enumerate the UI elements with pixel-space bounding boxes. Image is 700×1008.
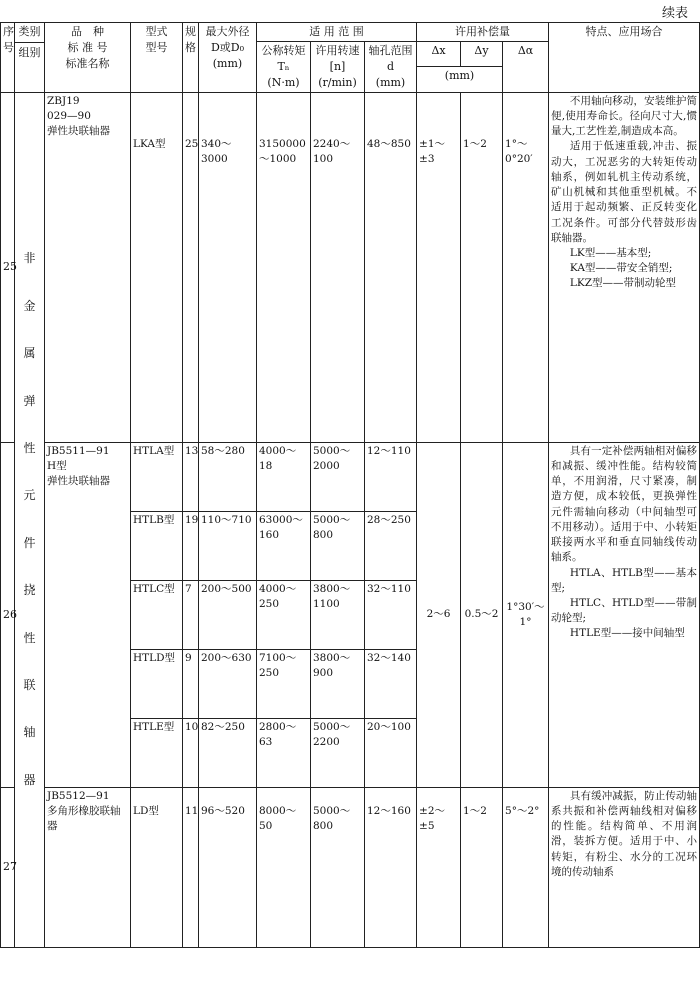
features-cell: 不用轴向移动，安装维护简便,使用寿命长。径向尺寸大,惯量大,工艺性差,制造成本高。 适用于低速重载,冲击、振动大，工况恶劣的大转矩传动轴系，例如轧机主传动系统，矿山机械和其他重型机械。不适用于起动频繁、正反转变化工况条件。可部分代替鼓形齿联轴器。 LK型——基本型; KA型——带安全销型; LKZ型——带制动轮型: [549, 92, 700, 442]
torque-cell: 8000～50: [257, 787, 311, 947]
header-range: 适 用 范 围: [257, 23, 417, 42]
header-spec: 规 格: [183, 23, 199, 93]
spec-cell: 10: [183, 718, 199, 787]
model-cell: HTLC型: [131, 580, 183, 649]
category-char: 金: [23, 298, 36, 313]
model-cell: HTLA型: [131, 442, 183, 511]
category-char: 非: [23, 251, 36, 266]
bore-cell: 32～140: [365, 649, 417, 718]
category-char: 性: [23, 440, 36, 455]
variety-cell: JB5512—91 多角形橡胶联轴器: [45, 787, 131, 947]
category-char: 性: [23, 630, 36, 645]
bore-cell: 32～110: [365, 580, 417, 649]
category-char: 弹: [23, 393, 36, 408]
header-bore: 轴孔范围 d (mm): [365, 41, 417, 92]
model-cell: HTLD型: [131, 649, 183, 718]
od-cell: 200～630: [199, 649, 257, 718]
header-torque: 公称转矩 Tₙ (N·m): [257, 41, 311, 92]
torque-cell: 4000～18: [257, 442, 311, 511]
od-cell: 200～500: [199, 580, 257, 649]
header-speed: 许用转速 [n] (r/min): [311, 41, 365, 92]
spec-cell: 7: [183, 580, 199, 649]
header-comp-unit: (mm): [417, 67, 503, 92]
category-label: [17, 250, 42, 789]
speed-cell: 5000～800: [311, 511, 365, 580]
spec-cell: 13: [183, 442, 199, 511]
torque-cell: 3150000～1000: [257, 92, 311, 442]
header-da: Δα: [503, 41, 549, 92]
spec-cell: 9: [183, 649, 199, 718]
torque-cell: 4000～250: [257, 580, 311, 649]
spec-cell: 11: [183, 787, 199, 947]
features-cell: 具有一定补偿两轴相对偏移和减振、缓冲性能。结构较简单，不用润滑，尺寸紧凑，制造方便，成本较低，更换弹性元件需轴向移动（中间轴型可不用移动）。适用于中、小转矩联接两水平和垂直同轴线传动轴系。 HTLA、HTLB型——基本型; HTLC、HTLD型——带制动轮型; HTLE型——接中间轴型: [549, 442, 700, 787]
torque-cell: 2800～63: [257, 718, 311, 787]
dy-cell: 1～2: [461, 787, 503, 947]
speed-cell: 2240～100: [311, 92, 365, 442]
category-char: 器: [23, 772, 36, 787]
table-row-25: [1, 92, 700, 442]
category-char: 联: [23, 677, 36, 692]
da-cell: 5°～2°: [503, 787, 549, 947]
speed-cell: 5000～800: [311, 787, 365, 947]
header-variety: 品 种 标 准 号 标准名称: [45, 23, 131, 93]
header-dx: Δx: [417, 41, 461, 66]
header-max-od: 最大外径 D或D₀ (mm): [199, 23, 257, 93]
seq-cell: 25: [1, 92, 15, 442]
torque-cell: 63000～160: [257, 511, 311, 580]
category-char: 属: [23, 346, 36, 361]
header-category: 类别 组别: [15, 23, 45, 93]
bore-cell: 12～110: [365, 442, 417, 511]
torque-cell: 7100～250: [257, 649, 311, 718]
speed-cell: 3800～900: [311, 649, 365, 718]
speed-cell: 5000～2200: [311, 718, 365, 787]
od-cell: 340～3000: [199, 92, 257, 442]
model-cell: HTLE型: [131, 718, 183, 787]
variety-cell: ZBJ19 029—90 弹性块联轴器: [45, 92, 131, 442]
spec-cell: 19: [183, 511, 199, 580]
model-cell: HTLB型: [131, 511, 183, 580]
table-row-26: [1, 442, 700, 511]
od-cell: 110～710: [199, 511, 257, 580]
continued-label: 续表: [661, 6, 688, 21]
seq-cell: 26: [1, 442, 15, 787]
category-char: 件: [23, 535, 36, 550]
od-cell: 58～280: [199, 442, 257, 511]
coupling-spec-table: [0, 22, 700, 948]
od-cell: 82～250: [199, 718, 257, 787]
dx-cell: ±1～±3: [417, 92, 461, 442]
od-cell: 96～520: [199, 787, 257, 947]
header-form: 型式 型号: [131, 23, 183, 93]
da-cell: 1°30′～1°: [503, 442, 549, 787]
header-row-1: [1, 23, 700, 42]
dy-cell: 0.5～2: [461, 442, 503, 787]
variety-cell: JB5511—91 H型 弹性块联轴器: [45, 442, 131, 787]
category-char: 轴: [23, 725, 36, 740]
bore-cell: 48～850: [365, 92, 417, 442]
speed-cell: 3800～1100: [311, 580, 365, 649]
category-char: 挠: [23, 583, 36, 598]
table-row-27: [1, 787, 700, 947]
seq-cell: 27: [1, 787, 15, 947]
header-dy: Δy: [461, 41, 503, 66]
spec-cell: 25: [183, 92, 199, 442]
header-features: 特点、应用场合: [549, 23, 700, 93]
header-seq: 序 号: [1, 23, 15, 93]
model-cell: LKA型: [131, 92, 183, 442]
bore-cell: 20～100: [365, 718, 417, 787]
dy-cell: 1～2: [461, 92, 503, 442]
dx-cell: ±2～±5: [417, 787, 461, 947]
model-cell: LD型: [131, 787, 183, 947]
dx-cell: 2～6: [417, 442, 461, 787]
speed-cell: 5000～2000: [311, 442, 365, 511]
bore-cell: 12～160: [365, 787, 417, 947]
da-cell: 1°～0°20′: [503, 92, 549, 442]
category-char: 元: [23, 488, 36, 503]
category-cell: [15, 92, 45, 947]
bore-cell: 28～250: [365, 511, 417, 580]
features-cell: 具有缓冲减振，防止传动轴系共振和补偿两轴线相对偏移的性能。结构简单、不用润滑，装拆方便。适用于中、小转矩，有粉尘、水分的工况环境的传动轴系: [549, 787, 700, 947]
header-comp: 许用补偿量: [417, 23, 549, 42]
